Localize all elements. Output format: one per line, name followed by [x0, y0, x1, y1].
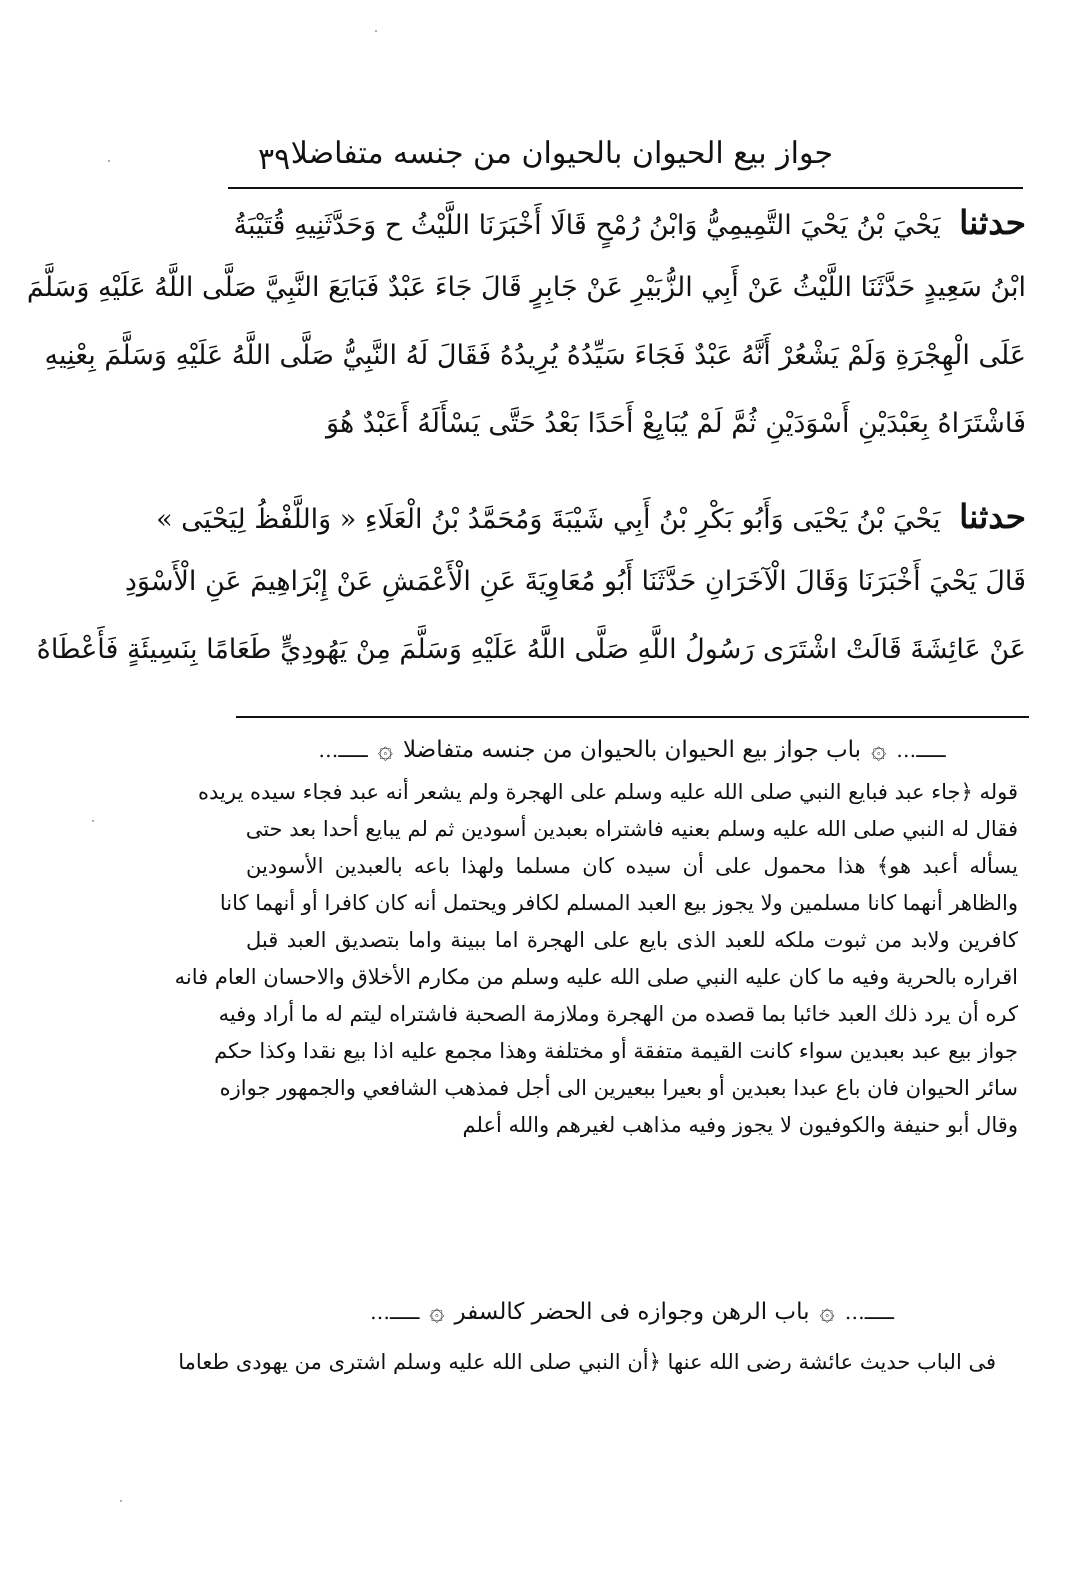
commentary-line: يسأله أعبد هو﴾ هذا محمول على أن سيده كان مسلما ولهذا باعه بالعبدين الأسودين	[246, 854, 1018, 878]
hadith-1-line-2: ابْنُ سَعِيدٍ حَدَّثَنَا اللَّيْثُ عَنْ أَبِي الزُّبَيْرِ عَنْ جَابِرٍ قَالَ جَاءَ عَبْدٌ فَبَايَعَ النَّبِيَّ صَلَّى اللَّهُ عَلَيْهِ وَسَلَّمَ	[26, 272, 1026, 303]
running-title: جواز بيع الحيوان بالحيوان من جنسه متفاضلا	[290, 136, 833, 171]
commentary-line: وقال أبو حنيفة والكوفيون لا يجوز وفيه مذاهب لغيرهم والله أعلم	[462, 1113, 1018, 1137]
dash-ornament: ـــــ…	[844, 1300, 895, 1324]
page-number: ٣٩	[258, 142, 291, 177]
chapter-heading-2	[246, 1292, 1018, 1332]
flourish-icon: ۞	[871, 735, 887, 765]
commentary-line: كره أن يرد ذلك العبد خائبا بما قصده من الهجرة وملازمة الصحبة فاشتراه ليتم له ما أراد وفيه	[218, 1002, 1018, 1026]
scan-speck	[375, 30, 377, 32]
hadith-text-1	[26, 203, 1026, 460]
commentary-line: سائر الحيوان فان باع عبدا بعبدين أو بعيرا ببعيرين الى أجل فمذهب الشافعي والجمهور جوازه	[219, 1076, 1018, 1100]
header-rule	[228, 187, 1023, 189]
hadith-text-2	[36, 497, 1026, 686]
flourish-icon: ۞	[429, 1297, 445, 1327]
flourish-icon: ۞	[377, 735, 393, 765]
hadith-lead-word: حدثنا	[959, 203, 1026, 242]
commentary-line: فقال له النبي صلى الله عليه وسلم بعنيه فاشتراه بعبدين أسودين ثم لم يبايع أحدا بعد حتى	[245, 817, 1018, 841]
scan-speck	[92, 820, 94, 822]
hadith-1-line-3: عَلَى الْهِجْرَةِ وَلَمْ يَشْعُرْ أَنَّهُ عَبْدٌ فَجَاءَ سَيِّدُهُ يُرِيدُهُ فَقَالَ لَهُ النَّبِيُّ صَلَّى اللَّهُ عَلَيْهِ وَسَلَّمَ بِعْنِيهِ	[44, 340, 1026, 371]
dash-ornament: ـــــ…	[318, 738, 368, 762]
flourish-icon: ۞	[819, 1297, 835, 1327]
dash-ornament: ـــــ…	[896, 738, 946, 762]
commentary-line: والظاهر أنهما كانا مسلمين ولا يجوز بيع العبد المسلم لكافر ويحتمل أنه كان كافرا أو أنهما كانا	[219, 891, 1018, 915]
hadith-1-line-4: فَاشْتَرَاهُ بِعَبْدَيْنِ أَسْوَدَيْنِ ثُمَّ لَمْ يُبَايِعْ أَحَدًا بَعْدُ حَتَّى يَسْأَلَهُ أَعَبْدٌ هُوَ	[326, 408, 1026, 439]
commentary-line: جواز بيع عبد بعبدين سواء كانت القيمة متفقة أو مختلفة وهذا مجمع عليه اذا بيع نقدا وكذا حكم	[214, 1039, 1018, 1063]
commentary-line: قوله ﴿جاء عبد فبايع النبي صلى الله عليه وسلم على الهجرة ولم يشعر أنه عبد فجاء سيده يريده	[198, 780, 1018, 804]
commentary-2-first-line: فى الباب حديث عائشة رضى الله عنها ﴿أن النبي صلى الله عليه وسلم اشترى من يهودى طعاما	[178, 1350, 996, 1374]
chapter-heading-text: باب جواز بيع الحيوان بالحيوان من جنسه متفاضلا	[402, 737, 862, 763]
hadith-2-line-3: عَنْ عَائِشَةَ قَالَتْ اشْتَرَى رَسُولُ اللَّهِ صَلَّى اللَّهُ عَلَيْهِ وَسَلَّمَ مِنْ يَهُودِيٍّ طَعَامًا بِنَسِيئَةٍ فَأَعْطَاهُ	[36, 634, 1026, 665]
hadith-lead-word: حدثنا	[959, 497, 1026, 536]
chapter-heading-1	[246, 730, 1018, 770]
hadith-1-line-1: حدثنا يَحْيَ بْنُ يَحْيَ التَّمِيمِيُّ وَابْنُ رُمْحٍ قَالَا أَخْبَرَنَا اللَّيْثُ ح وَحَدَّثَنِيهِ قُتَيْبَةُ	[233, 203, 1026, 242]
dash-ornament: ـــــ…	[370, 1300, 420, 1324]
commentary-line: كافرين ولابد من ثبوت ملكه للعبد الذى بايع على الهجرة اما ببينة واما بتصديق العبد قبل	[246, 928, 1018, 952]
scan-speck	[120, 1500, 122, 1502]
commentary-line: اقراره بالحرية وفيه ما كان عليه النبي صلى الله عليه وسلم من مكارم الأخلاق والاحسان العام فانه	[174, 965, 1018, 989]
hadith-2-line-1: حدثنا يَحْيَ بْنُ يَحْيَى وَأَبُو بَكْرِ بْنُ أَبِي شَيْبَةَ وَمُحَمَّدُ بْنُ الْعَلَاءِ « وَاللَّفْظُ لِيَحْيَى »	[156, 497, 1026, 536]
page-header	[228, 128, 1023, 184]
scan-speck	[108, 160, 110, 162]
commentary-text-1	[174, 774, 1018, 1144]
chapter-heading-text: باب الرهن وجوازه فى الحضر كالسفر	[454, 1299, 810, 1325]
section-rule	[236, 716, 1029, 718]
hadith-2-line-2: قَالَ يَحْيَ أَخْبَرَنَا وَقَالَ الْآخَرَانِ حَدَّثَنَا أَبُو مُعَاوِيَةَ عَنِ الْأَعْمَشِ عَنْ إِبْرَاهِيمَ عَنِ الْأَسْوَدِ	[124, 566, 1026, 597]
